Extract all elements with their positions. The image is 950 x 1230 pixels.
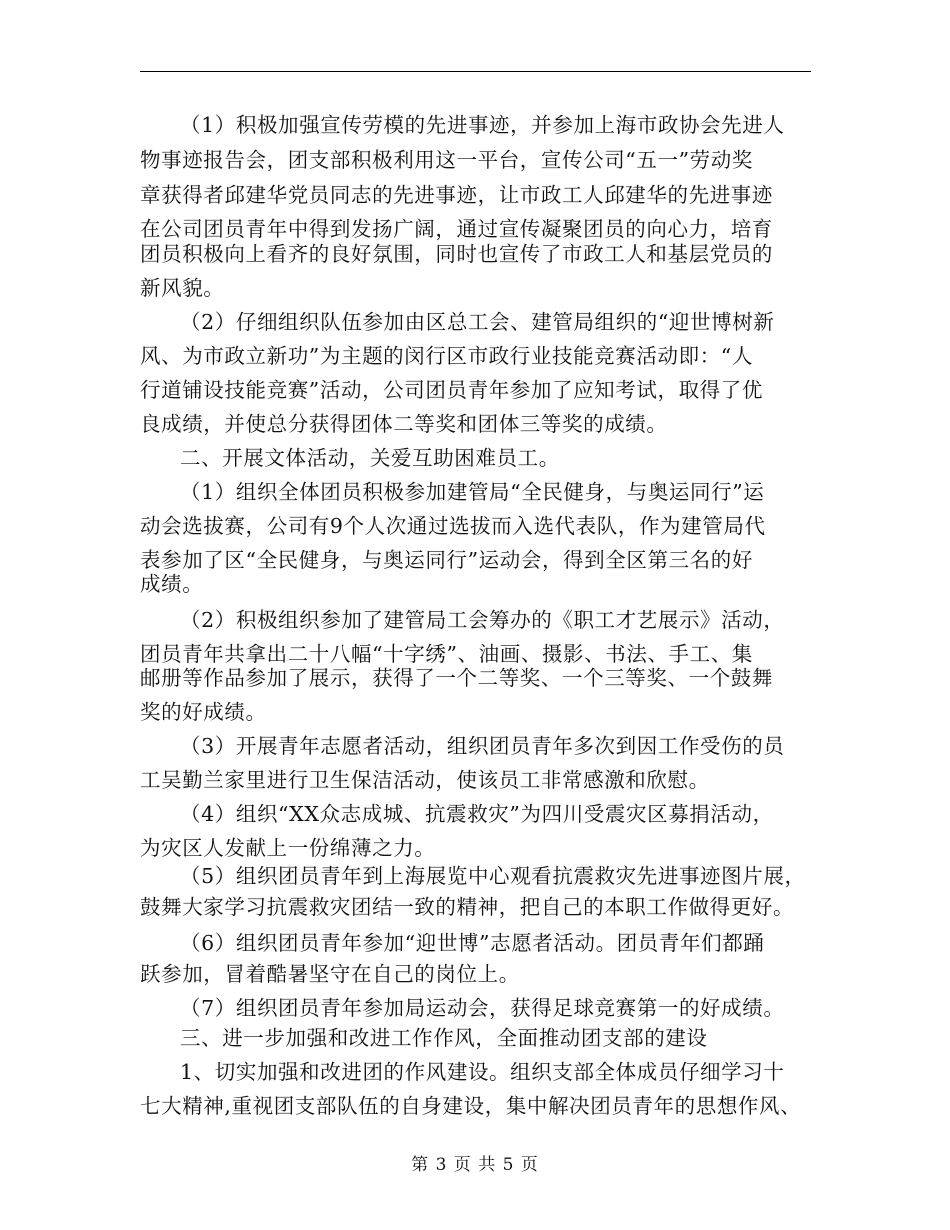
- paragraph-line: （4）组织“XX众志成城、抗震救灾”为四川受震灾区募捐活动，: [180, 802, 774, 826]
- paragraph-line: 团员积极向上看齐的良好氛围，同时也宣传了市政工人和基层党员的: [140, 242, 773, 266]
- paragraph-line: （6）组织团员青年参加“迎世博”志愿者活动。团员青年们都踊: [180, 931, 765, 955]
- paragraph-line: 跃参加，冒着酷暑坚守在自己的岗位上。: [140, 962, 520, 986]
- paragraph-line: 章获得者邱建华党员同志的先进事迹，让市政工人邱建华的先进事迹: [140, 183, 773, 207]
- paragraph-line: 表参加了区“全民健身，与奥运同行”运动会，得到全区第三名的好: [140, 548, 753, 572]
- paragraph-line: （1）组织全体团员积极参加建管局“全民健身，与奥运同行”运: [180, 480, 765, 504]
- paragraph-line: 七大精神,重视团支部队伍的自身建设，集中解决团员青年的思想作风、: [140, 1094, 802, 1118]
- paragraph-line: 奖的好成绩。: [140, 700, 267, 724]
- paragraph-line: 为灾区人发献上一份绵薄之力。: [140, 836, 436, 860]
- paragraph-line: 鼓舞大家学习抗震救灾团结一致的精神，把自己的本职工作做得更好。: [140, 895, 795, 919]
- section-heading: 三、进一步加强和改进工作作风，全面推动团支部的建设: [180, 1026, 708, 1050]
- section-heading: 二、开展文体活动，关爱互助困难员工。: [180, 446, 560, 470]
- paragraph-line: （2）仔细组织队伍参加由区总工会、建管局组织的“迎世博树新: [180, 310, 775, 334]
- paragraph-line: 物事迹报告会，团支部积极利用这一平台，宣传公司“五一”劳动奖: [140, 148, 753, 172]
- paragraph-line: 成绩。: [140, 572, 204, 596]
- paragraph-line: 新风貌。: [140, 276, 225, 300]
- paragraph-line: （7）组织团员青年参加局运动会，获得足球竞赛第一的好成绩。: [180, 996, 785, 1020]
- paragraph-line: 动会选拔赛，公司有9个人次通过选拔而入选代表队，作为建管局代: [140, 514, 766, 538]
- paragraph-line: 行道铺设技能竞赛”活动，公司团员青年参加了应知考试，取得了优: [140, 378, 763, 402]
- paragraph-line: 1、切实加强和改进团的作风建设。组织支部全体成员仔细学习十: [180, 1060, 785, 1084]
- paragraph-line: 风、为市政立新功”为主题的闵行区市政行业技能竞赛活动即：“人: [140, 344, 753, 368]
- paragraph-line: （2）积极组织参加了建管局工会筹办的《职工才艺展示》活动，: [180, 608, 785, 632]
- paragraph-line: （5）组织团员青年到上海展览中心观看抗震救灾先进事迹图片展，: [180, 864, 806, 888]
- page-number-footer: 第 3 页 共 5 页: [411, 1155, 539, 1175]
- paragraph-line: （1）积极加强宣传劳模的先进事迹，并参加上海市政协会先进人: [180, 113, 785, 137]
- paragraph-line: 团员青年共拿出二十八幅“十字绣”、油画、摄影、书法、手工、集: [140, 642, 753, 666]
- paragraph-line: 邮册等作品参加了展示，获得了一个二等奖、一个三等奖、一个鼓舞: [140, 666, 773, 690]
- paragraph-line: （3）开展青年志愿者活动，组织团员青年多次到因工作受伤的员: [180, 734, 785, 758]
- paragraph-line: 工吴勤兰家里进行卫生保洁活动，使该员工非常感激和欣慰。: [140, 768, 710, 792]
- paragraph-line: 在公司团员青年中得到发扬广阔，通过宣传凝聚团员的向心力，培育: [140, 217, 773, 241]
- paragraph-line: 良成绩，并使总分获得团体二等奖和团体三等奖的成绩。: [140, 412, 668, 436]
